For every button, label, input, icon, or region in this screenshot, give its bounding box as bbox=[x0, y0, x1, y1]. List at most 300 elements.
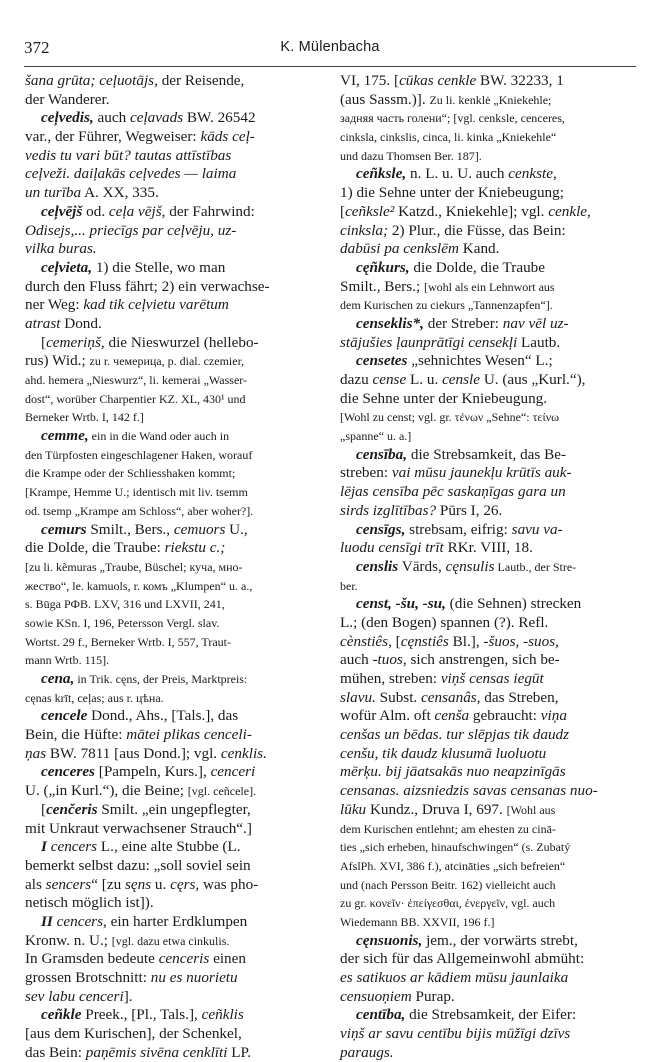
text-line bbox=[340, 408, 636, 427]
text-segment: cènstiês, bbox=[340, 632, 392, 650]
text-line bbox=[25, 259, 321, 278]
text-line bbox=[340, 726, 636, 745]
text-line bbox=[340, 782, 636, 801]
text-segment: cense bbox=[372, 371, 407, 388]
text-line bbox=[25, 315, 321, 334]
text-segment: sencers bbox=[45, 875, 92, 893]
text-line bbox=[25, 109, 321, 128]
headword: I bbox=[41, 838, 47, 856]
text-segment: sirds izglītības? bbox=[340, 501, 437, 519]
text-segment: s. Būga РФВ. LXV, 316 und LXVII, 241, bbox=[25, 597, 225, 612]
header-rule bbox=[24, 66, 636, 67]
text-segment: der Fahrwind: bbox=[165, 202, 255, 220]
text-segment: L.; (den Bogen) spannen (?). Refl. bbox=[340, 613, 549, 631]
text-segment: censanâs, bbox=[421, 688, 481, 706]
text-segment: Katzd., Kniekehle]; vgl. bbox=[394, 202, 549, 220]
text-segment: und dazu Thomsen Ber. 187]. bbox=[340, 148, 482, 163]
text-line bbox=[25, 222, 321, 241]
text-segment: grossen Brotschnitt: bbox=[25, 969, 151, 986]
headword: ceļvējš bbox=[41, 202, 83, 220]
text-segment: ceļavads bbox=[129, 109, 184, 127]
text-segment: den Türpfosten eingeschlagener Haken, worauf bbox=[25, 447, 253, 462]
text-segment: das Streben, bbox=[480, 688, 559, 706]
headword: cemurs bbox=[41, 520, 87, 538]
headword: centība, bbox=[356, 1006, 406, 1024]
text-line bbox=[25, 894, 321, 913]
text-line bbox=[25, 390, 321, 409]
text-line bbox=[25, 913, 321, 932]
text-line bbox=[25, 969, 321, 988]
text-line bbox=[25, 240, 321, 259]
text-segment: Preek., [Pl., Tals.], bbox=[81, 1006, 202, 1024]
headword: cęñkurs, bbox=[356, 258, 410, 276]
text-segment: RKr. VIII, 18. bbox=[443, 539, 533, 557]
text-segment: ties „sich erheben, hinaufschwingen“ (s. Zubatý bbox=[340, 840, 571, 855]
text-segment: cęnstiês bbox=[400, 632, 449, 650]
text-segment: dem Kurischen entlehnt; am ehesten zu cinā- bbox=[340, 821, 556, 836]
text-line bbox=[25, 763, 321, 782]
text-line bbox=[25, 184, 321, 203]
text-line bbox=[25, 72, 321, 91]
text-line bbox=[340, 521, 636, 540]
text-segment: [vgl. dazu etwa cinkulis. bbox=[111, 933, 230, 948]
headword: censetes bbox=[356, 352, 408, 370]
text-segment: Vārds, bbox=[398, 557, 446, 575]
text-segment: 1) die Sehne unter der Kniebeugung; bbox=[340, 184, 564, 202]
text-segment: dost“, worüber Charpentier KZ. XL, 430¹ und bbox=[25, 391, 246, 406]
text-line bbox=[25, 558, 321, 577]
text-line bbox=[340, 1044, 636, 1062]
text-segment: sowie KSn. I, 196, Petersson Vergl. slav. bbox=[25, 615, 220, 630]
headword: censeklis*, bbox=[356, 314, 424, 332]
text-line bbox=[25, 427, 321, 446]
text-line bbox=[340, 857, 636, 876]
text-line bbox=[25, 633, 321, 652]
text-line bbox=[25, 726, 321, 745]
text-segment: mērķu. bij jāatsakās nuo neapzinīgās bbox=[340, 763, 566, 781]
text-segment: 1) die Stelle, wo man bbox=[92, 258, 226, 276]
headword: censlis bbox=[356, 557, 399, 575]
text-segment: [Wohl zu censt; vgl. gr. τένων „Sehne“: τείνω bbox=[340, 410, 560, 425]
text-segment: жество“, le. kamuols, r. комъ „Klumpen“ u. a., bbox=[25, 578, 253, 593]
text-segment: auch bbox=[93, 109, 130, 127]
text-line bbox=[25, 464, 321, 483]
text-segment: var., der Führer, Wegweiser: bbox=[25, 128, 201, 146]
text-segment: mann Wrtb. 115]. bbox=[25, 653, 110, 668]
text-segment: BW. 7811 [aus Dond.]; vgl. bbox=[46, 744, 221, 762]
text-line bbox=[25, 147, 321, 166]
text-segment: AfslPh. XVI, 386 f.), atcināties „sich befreien“ bbox=[340, 858, 566, 873]
headword: cemme, bbox=[41, 427, 89, 445]
headword: ceñkle bbox=[41, 1006, 82, 1024]
text-line bbox=[340, 240, 636, 259]
text-segment: cencers bbox=[50, 838, 98, 856]
text-line bbox=[25, 857, 321, 876]
text-segment: ceñklis bbox=[201, 1006, 244, 1024]
text-line bbox=[340, 371, 636, 390]
text-line bbox=[340, 876, 636, 895]
text-segment: riekstu c.; bbox=[164, 539, 226, 557]
text-line bbox=[25, 932, 321, 951]
text-segment: n. L. u. U. auch bbox=[406, 165, 509, 183]
text-segment: cenklis. bbox=[220, 744, 267, 762]
text-line bbox=[340, 633, 636, 652]
text-segment: Subst. bbox=[375, 688, 422, 706]
text-line bbox=[340, 932, 636, 951]
text-line bbox=[340, 128, 636, 147]
text-segment: viņš ar savu centību bijis mūžīgi dzīvs bbox=[340, 1025, 571, 1043]
text-segment: cęnas krīt, ceļas; aus r. цѣна. bbox=[25, 690, 164, 705]
text-segment: Kundz., Druva I, 697. bbox=[366, 800, 507, 818]
text-segment: [zu li. kẽmuras „Traube, Büschel; куча, мно- bbox=[25, 559, 243, 574]
text-segment: “ [zu bbox=[91, 875, 125, 893]
headword: cenčeris bbox=[46, 800, 98, 818]
text-segment: [wohl als ein Lehnwort aus bbox=[423, 279, 555, 294]
text-segment: cenšu, tik daudz klusumā luoluotu bbox=[340, 744, 547, 762]
text-line bbox=[25, 539, 321, 558]
text-segment: cenceri bbox=[210, 763, 256, 781]
text-segment: Berneker Wrtb. I, 142 f.] bbox=[25, 410, 144, 425]
text-segment: viņa bbox=[540, 707, 567, 725]
text-segment: cęnsulis bbox=[445, 557, 495, 575]
headword: censība, bbox=[356, 445, 408, 463]
text-line bbox=[340, 165, 636, 184]
text-segment: was pho- bbox=[199, 875, 259, 893]
text-segment: „sehnichtes Wesen“ L.; bbox=[407, 352, 553, 370]
text-segment: Zu li. kenklė „Kniekehle; bbox=[429, 92, 552, 107]
text-line bbox=[340, 109, 636, 128]
text-segment: gebraucht: bbox=[469, 707, 541, 725]
text-segment: vedis tu vari būt? tautas attīstības bbox=[25, 146, 232, 164]
text-segment: -tuos, bbox=[372, 651, 407, 669]
text-segment: (die Sehnen) strecken bbox=[445, 595, 582, 613]
text-line bbox=[25, 165, 321, 184]
text-segment: ner Weg: bbox=[25, 296, 84, 314]
text-segment: [ bbox=[391, 632, 401, 650]
text-segment: U., bbox=[225, 520, 248, 538]
text-line bbox=[25, 203, 321, 222]
text-line bbox=[340, 296, 636, 315]
text-line bbox=[340, 670, 636, 689]
text-segment: Odisejs,... priecīgs par ceļvēju, uz- bbox=[25, 221, 237, 239]
text-segment: der Streber: bbox=[423, 314, 503, 332]
text-line bbox=[340, 969, 636, 988]
text-segment: cęrs, bbox=[170, 875, 200, 893]
text-line bbox=[25, 1006, 321, 1025]
running-head: K. Mülenbacha bbox=[280, 39, 380, 55]
text-line bbox=[340, 913, 636, 932]
text-line bbox=[340, 91, 636, 110]
text-line bbox=[25, 707, 321, 726]
text-segment: [ bbox=[41, 333, 47, 351]
text-segment: (aus Sassm.)]. bbox=[340, 90, 430, 108]
text-segment: Pūrs I, 26. bbox=[436, 501, 503, 519]
headword: II bbox=[41, 912, 53, 930]
text-segment: VI, 175. [ bbox=[340, 72, 400, 89]
text-segment: viņš censas iegūt bbox=[440, 670, 544, 687]
text-line bbox=[25, 128, 321, 147]
text-line bbox=[25, 577, 321, 596]
text-segment: od. bbox=[82, 202, 109, 220]
text-segment: ein in die Wand oder auch in bbox=[88, 429, 230, 444]
text-segment: U. („in Kurl.“), die Beine; bbox=[25, 782, 188, 800]
text-segment: die Dolde, die Traube bbox=[409, 258, 545, 276]
text-segment: „spanne“ u. a.] bbox=[340, 429, 412, 444]
text-segment: censanas. aizsniedzis savas censanas nuo- bbox=[340, 782, 598, 800]
text-segment: stājušies ļaunprātīgi censekļi bbox=[340, 333, 518, 351]
text-line bbox=[25, 521, 321, 540]
text-segment: un turība bbox=[25, 184, 82, 202]
text-line bbox=[340, 745, 636, 764]
text-line bbox=[340, 1025, 636, 1044]
text-line bbox=[25, 745, 321, 764]
text-segment: die Sehne unter der Kniebeugung. bbox=[340, 389, 548, 407]
text-line bbox=[340, 259, 636, 278]
text-segment: savu va- bbox=[511, 520, 563, 538]
text-line bbox=[340, 801, 636, 820]
text-segment: mātei plikas cenceli- bbox=[126, 726, 252, 744]
text-segment: der Reisende, bbox=[157, 72, 245, 89]
text-segment: die Dolde, die Traube: bbox=[25, 539, 165, 557]
text-line bbox=[25, 352, 321, 371]
text-segment: cenšas un bēdas. tur slēpjas tik daudz bbox=[340, 726, 570, 744]
headword: ceñksle, bbox=[356, 165, 407, 183]
text-segment: bemerkt selbst dazu: „soll soviel sein bbox=[25, 856, 251, 874]
text-segment: LP. bbox=[227, 1043, 252, 1061]
text-segment: Purap. bbox=[411, 987, 455, 1005]
text-segment: als bbox=[25, 875, 46, 893]
text-segment: jem., der vorwärts strebt, bbox=[422, 931, 578, 949]
text-line bbox=[25, 820, 321, 839]
text-line bbox=[25, 670, 321, 689]
text-segment: cinksla, cinkslis, cinca, li. kinka „Kniekehle“ bbox=[340, 130, 557, 145]
text-segment: Wortst. 29 f., Berneker Wrtb. I, 557, Traut- bbox=[25, 634, 231, 649]
text-line bbox=[340, 446, 636, 465]
text-segment: die Krampe oder der Schliesshaken kommt; bbox=[25, 466, 236, 481]
text-segment: kad tik ceļvietu varētum bbox=[83, 296, 229, 314]
text-line bbox=[25, 614, 321, 633]
text-segment: censuoņiem bbox=[340, 987, 412, 1005]
text-line bbox=[340, 390, 636, 409]
text-line bbox=[340, 595, 636, 614]
text-segment: und (nach Persson Beitr. 162) vielleicht auch bbox=[340, 877, 556, 892]
text-line bbox=[340, 950, 636, 969]
text-segment: A. XX, 335. bbox=[81, 184, 159, 202]
text-segment: [Pampeln, Kurs.], bbox=[94, 763, 211, 781]
text-segment: cemuors bbox=[173, 520, 226, 538]
text-line bbox=[340, 315, 636, 334]
text-line bbox=[25, 689, 321, 708]
text-segment: auch bbox=[340, 651, 373, 669]
text-segment: cūkas cenkle bbox=[399, 72, 477, 89]
text-line bbox=[340, 577, 636, 596]
text-segment: Bein, die Hüfte: bbox=[25, 726, 127, 744]
text-line bbox=[25, 91, 321, 110]
text-segment: paraugs. bbox=[340, 1043, 394, 1061]
text-segment: Dond. bbox=[60, 314, 102, 332]
text-segment: ahd. hemera „Nieswurz“, li. kemerai „Wasser- bbox=[25, 373, 248, 387]
text-segment: Dond., Ahs., [Tals.], das bbox=[87, 707, 239, 725]
text-segment: u. bbox=[151, 875, 171, 893]
text-line bbox=[340, 203, 636, 222]
text-segment: -šuos, -suos, bbox=[483, 632, 559, 650]
text-segment: rus) Wid.; bbox=[25, 352, 90, 370]
headword: cęnsuonis, bbox=[356, 931, 423, 949]
text-segment: Lautb. bbox=[517, 333, 561, 351]
text-segment: Kronw. n. U.; bbox=[25, 931, 112, 949]
text-segment: L., eine alte Stubbe (L. bbox=[97, 838, 241, 856]
text-segment: Kand. bbox=[458, 240, 500, 258]
text-line bbox=[25, 876, 321, 895]
text-line bbox=[340, 427, 636, 446]
text-segment: šana grūta; ceļuotājs, bbox=[25, 72, 158, 89]
text-segment: mühen, streben: bbox=[340, 670, 441, 687]
text-segment: zu gr. κονεῖν· ἐπείγεσθαι, ἐνεργεῖν, vgl. auch bbox=[340, 896, 556, 911]
text-segment: lējas censība pēc saskaņīgas gara un bbox=[340, 483, 566, 501]
text-line bbox=[25, 446, 321, 465]
text-segment: ceñksle² bbox=[345, 202, 395, 220]
text-line bbox=[25, 801, 321, 820]
text-segment: dem Kurischen zu ciekurs „Tannenzapfen“]. bbox=[340, 298, 553, 313]
text-segment: задняя часть голени“; [vgl. cenksle, cenceres, bbox=[340, 111, 565, 126]
text-segment: zu r. чемерица, p. dial. czemier, bbox=[89, 354, 245, 369]
headword: ceļvedis, bbox=[41, 109, 94, 127]
text-segment: sev labu cenceri bbox=[25, 987, 124, 1005]
text-segment: mit Unkraut verwachsener Strauch“.] bbox=[25, 819, 252, 837]
text-line bbox=[25, 296, 321, 315]
text-segment: luodu censīgi trīt bbox=[340, 539, 444, 557]
text-line bbox=[340, 352, 636, 371]
text-line bbox=[25, 334, 321, 353]
text-segment: einen bbox=[209, 950, 246, 968]
text-segment: cenkle, bbox=[548, 202, 591, 220]
text-segment: ceļveži. daiļakās ceļvedes — laima bbox=[25, 165, 237, 183]
text-line bbox=[340, 72, 636, 91]
page-number: 372 bbox=[24, 38, 50, 57]
text-segment: 2) Plur., die Füsse, das Bein: bbox=[388, 221, 566, 239]
page-header bbox=[24, 38, 636, 64]
text-segment: [ bbox=[340, 202, 346, 220]
text-line bbox=[25, 408, 321, 427]
text-line bbox=[340, 689, 636, 708]
text-line bbox=[340, 763, 636, 782]
text-line bbox=[340, 707, 636, 726]
text-segment: [ bbox=[41, 800, 47, 818]
text-line bbox=[340, 483, 636, 502]
text-segment: L. u. bbox=[406, 371, 443, 388]
text-line bbox=[25, 595, 321, 614]
text-line bbox=[25, 988, 321, 1007]
text-segment: paņēmis sivēna cenklīti bbox=[85, 1043, 228, 1061]
text-segment: ]. bbox=[123, 987, 133, 1005]
text-segment: lūku bbox=[340, 800, 367, 818]
text-segment: slavu. bbox=[340, 688, 376, 706]
text-segment: Bl.], bbox=[448, 632, 484, 650]
text-segment: das Bein: bbox=[25, 1043, 86, 1061]
text-line bbox=[25, 651, 321, 670]
text-segment: Wiedemann BB. XXVII, 196 f.] bbox=[340, 914, 495, 929]
text-segment: In Gramsden bedeute bbox=[25, 950, 159, 968]
text-line bbox=[25, 1044, 321, 1062]
text-segment: die Strebsamkeit, das Be- bbox=[407, 445, 567, 463]
headword: cena, bbox=[41, 670, 75, 687]
text-segment: wofür Alm. oft bbox=[340, 707, 435, 725]
text-line bbox=[340, 464, 636, 483]
text-segment: BW. 32233, 1 bbox=[476, 72, 564, 89]
text-segment: ņas bbox=[25, 744, 47, 762]
text-segment: die Strebsamkeit, der Eifer: bbox=[405, 1006, 577, 1024]
text-segment: es satikuos ar kādiem mūsu jaunlaika bbox=[340, 969, 569, 986]
text-segment: Lautb., der Stre- bbox=[494, 559, 577, 574]
text-segment: dazu bbox=[340, 371, 373, 388]
text-line bbox=[25, 1025, 321, 1044]
headword: cenceres bbox=[41, 763, 95, 781]
right-column bbox=[340, 72, 636, 1062]
text-line bbox=[340, 184, 636, 203]
text-line bbox=[25, 950, 321, 969]
text-line bbox=[25, 371, 321, 390]
text-segment: od. tsemp „Krampe am Schloss“, aber woher?]. bbox=[25, 503, 254, 518]
text-segment: Smilt., Bers., bbox=[86, 520, 174, 538]
text-segment: BW. 26542 bbox=[183, 109, 256, 127]
text-segment: Smilt. „ein ungepflegter, bbox=[97, 800, 251, 818]
text-line bbox=[340, 334, 636, 353]
text-line bbox=[25, 502, 321, 521]
text-line bbox=[340, 614, 636, 633]
text-segment: [vgl. ceñcele]. bbox=[187, 784, 257, 799]
text-segment: ber. bbox=[340, 578, 358, 593]
text-line bbox=[340, 502, 636, 521]
text-line bbox=[25, 483, 321, 502]
text-line bbox=[340, 894, 636, 913]
text-line bbox=[25, 838, 321, 857]
headword: ceļvieta, bbox=[41, 258, 93, 276]
text-segment: cenkste, bbox=[508, 165, 557, 183]
text-segment: ein harter Erdklumpen bbox=[106, 912, 248, 930]
text-segment: [Krampe, Hemme U.; identisch mit liv. tsemm bbox=[25, 485, 248, 500]
text-segment: der Wanderer. bbox=[25, 90, 110, 108]
left-column bbox=[25, 72, 321, 1062]
text-segment: dabūsi pa cenkslēm bbox=[340, 240, 459, 258]
text-segment: cenša bbox=[434, 707, 470, 725]
text-segment: [aus dem Kurischen], der Schenkel, bbox=[25, 1025, 242, 1043]
text-line bbox=[340, 988, 636, 1007]
text-segment: cencers, bbox=[56, 912, 107, 930]
text-segment: cemeriņš, bbox=[46, 333, 105, 351]
text-segment: strebsam, eifrig: bbox=[405, 520, 512, 538]
text-segment: ceļa vējš, bbox=[108, 202, 166, 220]
text-segment: der sich für das Allgemeinwohl abmüht: bbox=[340, 950, 585, 968]
headword: cencele bbox=[41, 707, 88, 725]
text-line bbox=[340, 838, 636, 857]
text-segment: censle bbox=[442, 371, 481, 388]
text-segment: vai mūsu jaunekļu krūtīs auk- bbox=[391, 464, 572, 482]
text-segment: Smilt., Bers.; bbox=[340, 277, 424, 295]
text-line bbox=[340, 558, 636, 577]
text-segment: cenceris bbox=[158, 950, 210, 968]
text-line bbox=[340, 539, 636, 558]
headword: censt, -šu, -su, bbox=[356, 595, 446, 613]
text-segment: U. (aus „Kurl.“), bbox=[480, 371, 586, 388]
text-line bbox=[25, 782, 321, 801]
text-segment: streben: bbox=[340, 464, 392, 482]
text-segment: nav vēl uz- bbox=[502, 314, 569, 332]
text-line bbox=[25, 278, 321, 297]
text-line bbox=[340, 820, 636, 839]
text-segment: die Nieswurzel (hellebo- bbox=[104, 333, 259, 351]
text-line bbox=[340, 278, 636, 297]
text-segment: sęns bbox=[124, 875, 152, 893]
